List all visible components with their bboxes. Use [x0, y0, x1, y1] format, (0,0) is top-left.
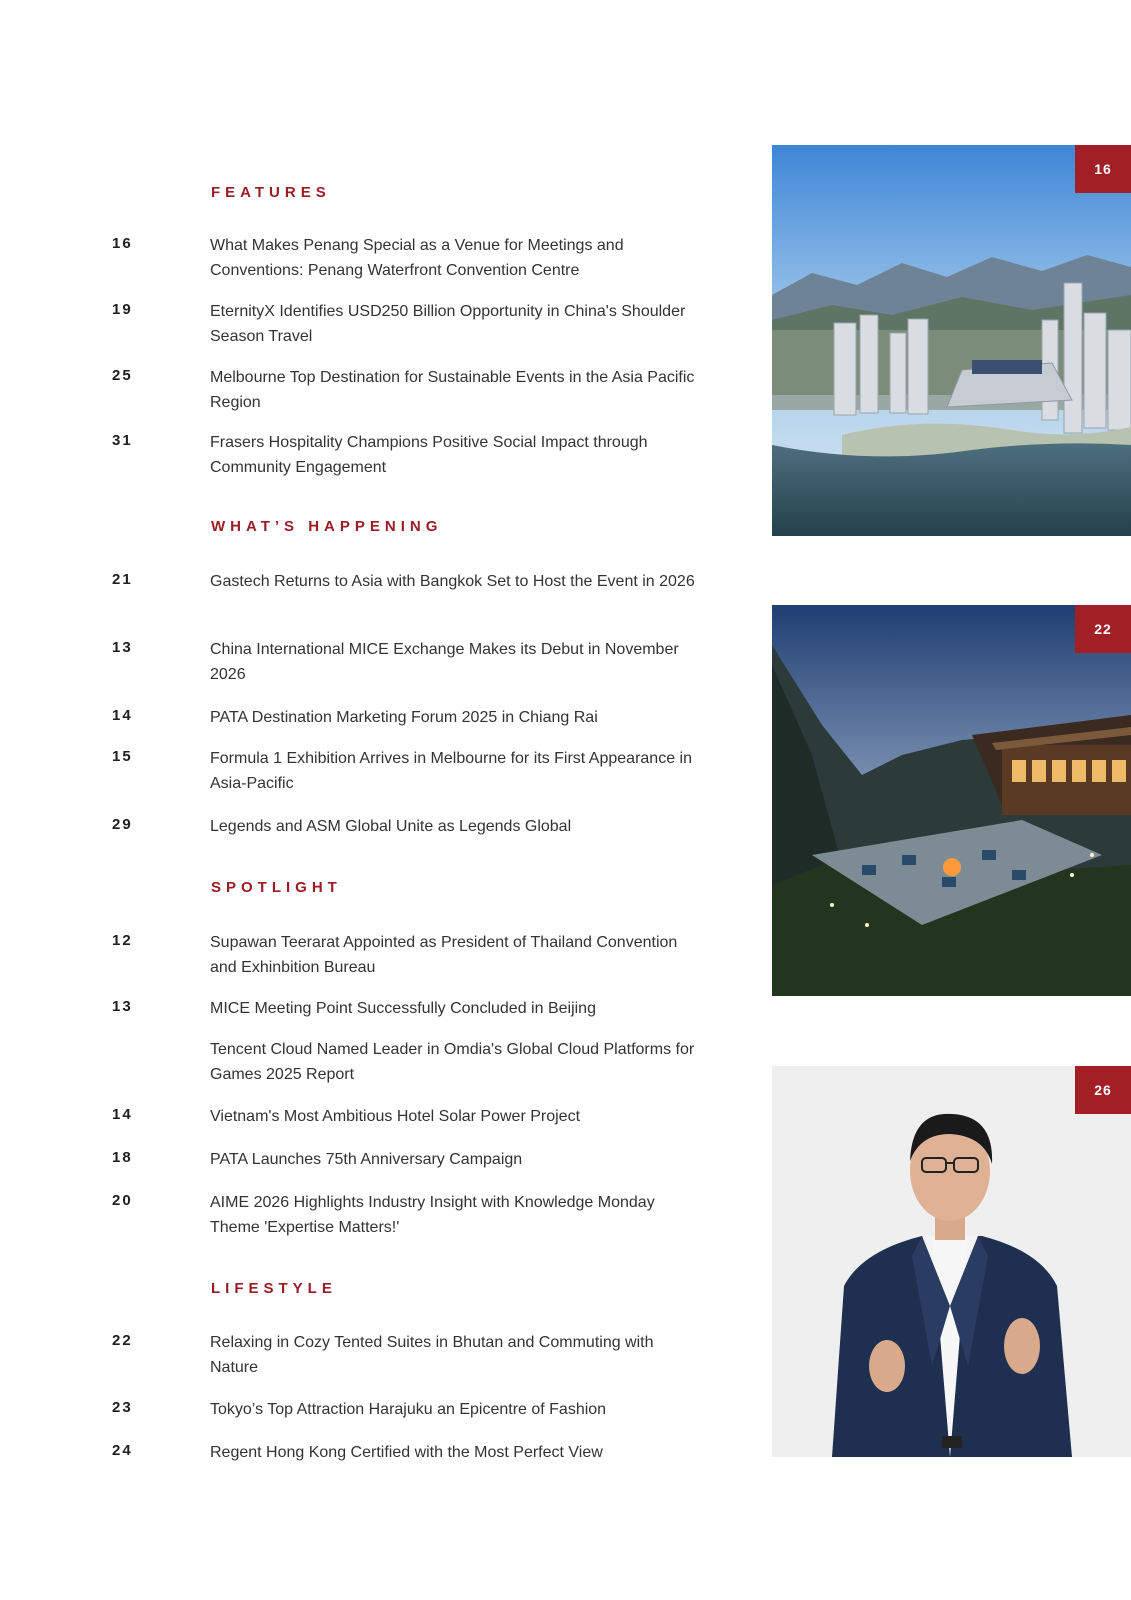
section-title-lifestyle: LIFESTYLE: [211, 1280, 337, 1297]
page-number: 14: [112, 707, 133, 724]
article-title: EternityX Identifies USD250 Billion Opportunity in China's Shoulder Season Travel: [210, 303, 686, 345]
page-number: 19: [112, 301, 133, 318]
section-title-features: FEATURES: [211, 184, 331, 201]
article-title: Tencent Cloud Named Leader in Omdia's Global Cloud Platforms for Games 2025 Report: [210, 1041, 695, 1083]
page-number: 23: [112, 1399, 133, 1416]
speaker-photo[interactable]: [772, 1066, 1131, 1457]
section-title-whats-happening: WHAT’S HAPPENING: [211, 518, 443, 535]
bhutan-lodge-image: [772, 605, 1131, 996]
article-title: AIME 2026 Highlights Industry Insight with Knowledge Monday Theme 'Expertise Matters!': [210, 1194, 655, 1236]
page-badge: 22: [1075, 605, 1131, 653]
speaker-image: [772, 1066, 1131, 1457]
article-title: Supawan Teerarat Appointed as President of Thailand Convention and Exhinbition Bureau: [210, 934, 678, 976]
page-number: 20: [112, 1192, 133, 1209]
article-title: Frasers Hospitality Champions Positive Social Impact through Community Engagement: [210, 434, 648, 476]
page-number: 22: [112, 1332, 133, 1349]
penang-waterfront-photo[interactable]: [772, 145, 1131, 536]
article-title: What Makes Penang Special as a Venue for Meetings and Conventions: Penang Waterfront Convention Centre: [210, 237, 624, 279]
page-number: 21: [112, 571, 133, 588]
article-title: Gastech Returns to Asia with Bangkok Set to Host the Event in 2026: [210, 573, 695, 590]
article-title: Formula 1 Exhibition Arrives in Melbourne for its First Appearance in Asia-Pacific: [210, 750, 692, 792]
article-title: PATA Destination Marketing Forum 2025 in Chiang Rai: [210, 709, 598, 726]
page-number: 29: [112, 816, 133, 833]
penang-waterfront-image: [772, 145, 1131, 536]
page-badge: 16: [1075, 145, 1131, 193]
page-number: 15: [112, 748, 133, 765]
page-number: 13: [112, 639, 133, 656]
page-badge: 26: [1075, 1066, 1131, 1114]
page-number: 25: [112, 367, 133, 384]
page-number: 18: [112, 1149, 133, 1166]
page-number: 16: [112, 235, 133, 252]
page-number: 31: [112, 432, 133, 449]
article-title: Relaxing in Cozy Tented Suites in Bhutan and Commuting with Nature: [210, 1334, 654, 1376]
page-number: 12: [112, 932, 133, 949]
article-title: Tokyo’s Top Attraction Harajuku an Epicentre of Fashion: [210, 1401, 607, 1418]
section-title-spotlight: SPOTLIGHT: [211, 879, 342, 896]
article-title: Legends and ASM Global Unite as Legends Global: [210, 818, 572, 835]
article-title: Regent Hong Kong Certified with the Most Perfect View: [210, 1444, 603, 1461]
article-title: MICE Meeting Point Successfully Concluded in Beijing: [210, 1000, 596, 1017]
article-title: PATA Launches 75th Anniversary Campaign: [210, 1151, 523, 1168]
page-number: 24: [112, 1442, 133, 1459]
page-number: 13: [112, 998, 133, 1015]
page-number: 14: [112, 1106, 133, 1123]
article-title: Vietnam's Most Ambitious Hotel Solar Power Project: [210, 1108, 581, 1125]
article-title: Melbourne Top Destination for Sustainable Events in the Asia Pacific Region: [210, 369, 695, 411]
article-title: China International MICE Exchange Makes its Debut in November 2026: [210, 641, 679, 683]
bhutan-lodge-photo[interactable]: [772, 605, 1131, 996]
